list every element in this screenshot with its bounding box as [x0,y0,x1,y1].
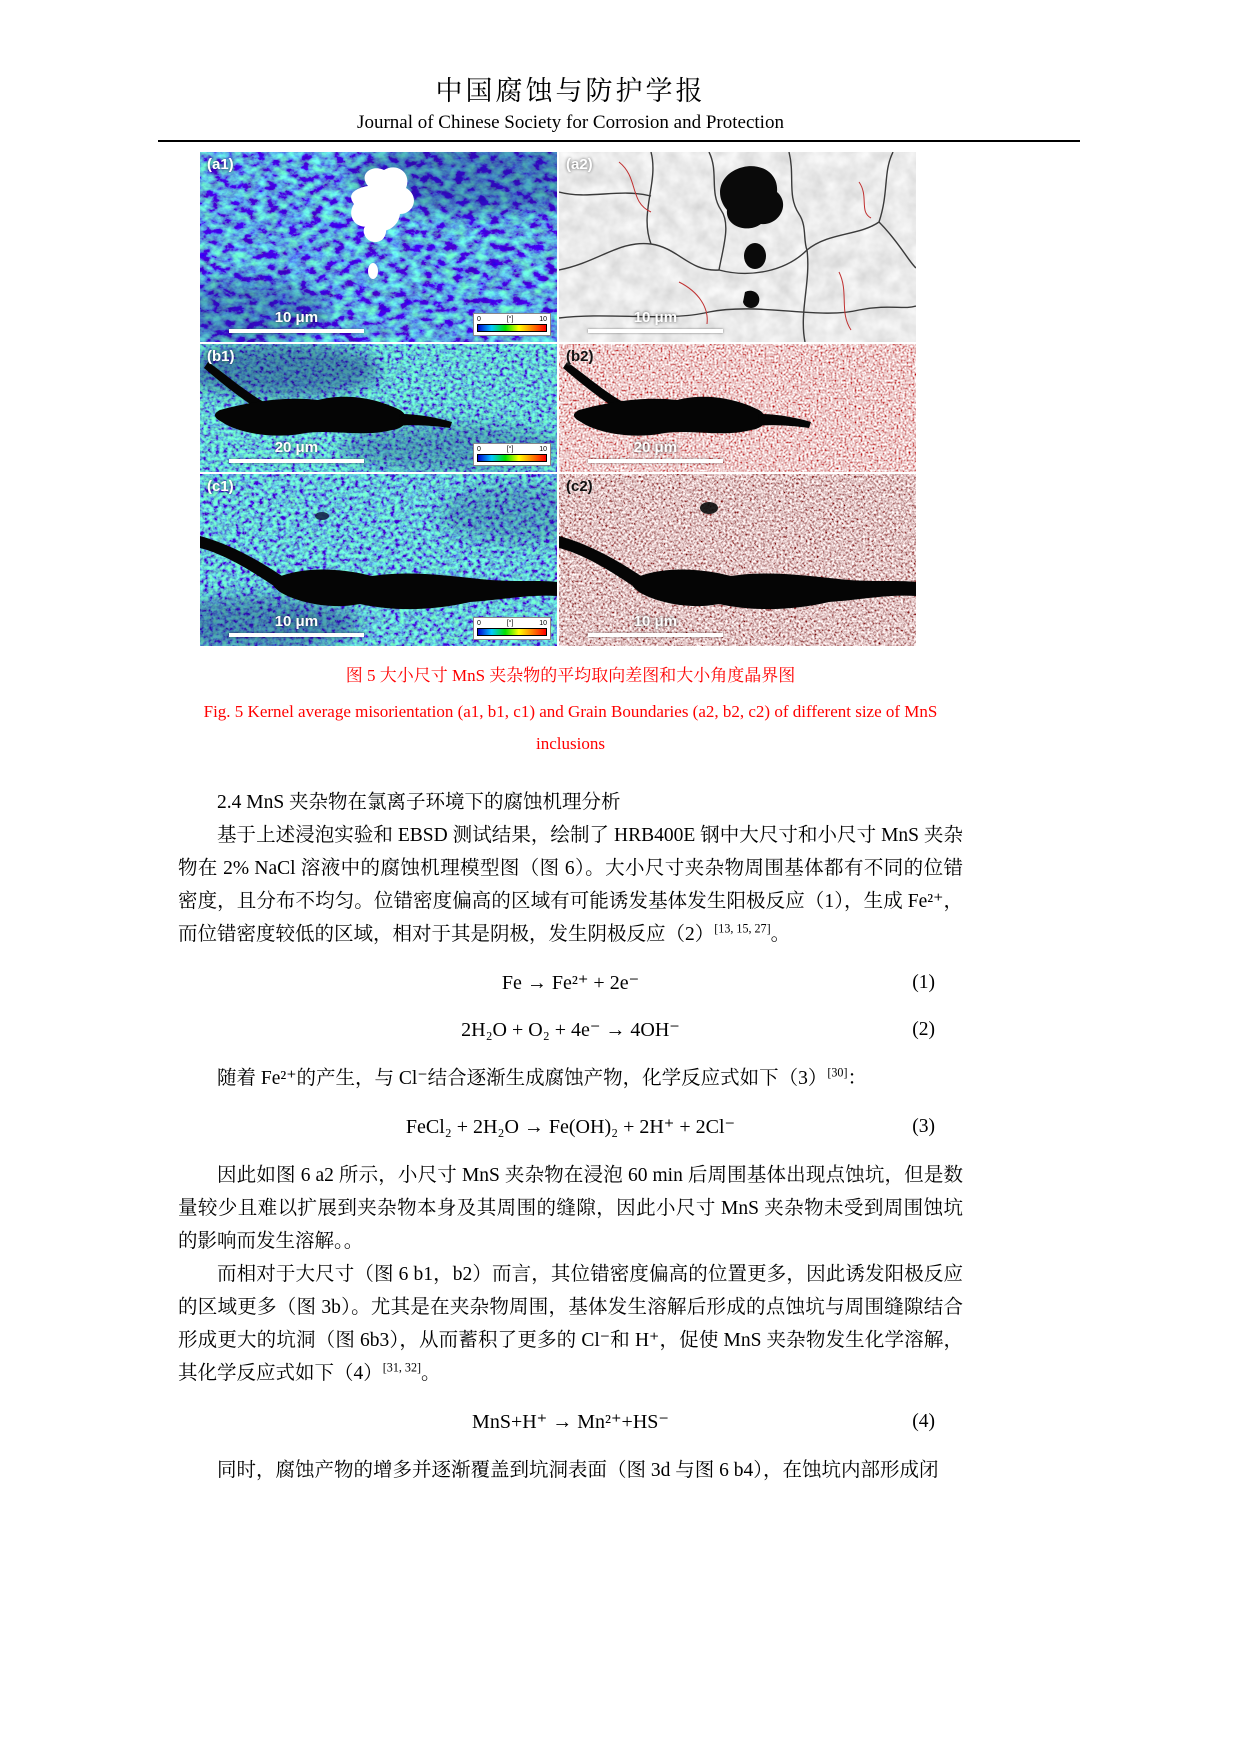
scale-bar-c2 [588,613,724,637]
scale-bar-a2 [588,309,724,333]
legend-max-b1: 10 [539,446,547,453]
panel-label-b1: (b1) [207,348,235,365]
scale-bar-label-c1: 10 μm [274,613,319,630]
equation-3 [178,1112,963,1142]
panel-label-b2: (b2) [566,348,594,365]
figure-caption-en-line1: Fig. 5 Kernel average misorientation (a1, b1, c1) and Grain Boundaries (a2, b2, c2) of different size of MnS [203,702,938,721]
scale-bar-line-c2 [588,633,724,637]
equation-2 [178,1015,963,1045]
figure-panel-c2 [559,474,916,646]
legend-min-a1: 0 [477,316,481,323]
figure-panel-c1 [200,474,557,646]
figure-panel-b2 [559,344,916,472]
section-heading-2-4: 2.4 MnS 夹杂物在氯离子环境下的腐蚀机理分析 [217,792,621,813]
figure-caption-en [178,696,963,760]
equation-2-number: (2) [912,1019,935,1040]
legend-unit-a1: [°] [506,316,514,323]
figure-panel-a2 [559,152,916,342]
equation-4-number: (4) [912,1411,935,1432]
legend-unit-b1: [°] [506,446,514,453]
kam-color-scale-legend-a1 [473,313,551,336]
paragraph-5: 同时，腐蚀产物的增多并逐渐覆盖到坑洞表面（图 3d 与图 6 b4），在蚀坑内部形成闭 [217,1460,939,1481]
scale-bar-label-c2: 10 μm [633,613,678,630]
paragraph-3: 因此如图 6 a2 所示，小尺寸 MnS 夹杂物在浸泡 60 min 后周围基体出现点蚀坑，但是数量较少且难以扩展到夹杂物本身及其周围的缝隙，因此小尺寸 MnS 夹杂物未受到周围蚀坑的影响而发生溶解。。 [178,1165,963,1252]
scale-bar-b2 [588,439,724,463]
legend-min-b1: 0 [477,446,481,453]
equation-4 [178,1407,963,1437]
equation-1 [178,968,963,998]
legend-min-c1: 0 [477,620,481,627]
journal-title-zh: 中国腐蚀与防护学报 [435,76,706,106]
figure-panel-b1 [200,344,557,472]
equation-1-expression: Fe → Fe²⁺ + 2e⁻ [501,972,640,994]
legend-max-a1: 10 [539,316,547,323]
journal-title-en: Journal of Chinese Society for Corrosion and Protection [357,112,784,133]
equation-3-number: (3) [912,1116,935,1137]
legend-unit-c1: [°] [506,620,514,627]
legend-gradient-bar-a1 [477,324,547,332]
panel-label-a1: (a1) [207,156,234,173]
scale-bar-label-a2: 10 μm [633,309,678,326]
figure-caption-en-line2: inclusions [536,734,605,753]
figure-caption-zh: 图 5 大小尺寸 MnS 夹杂物的平均取向差图和大小角度晶界图 [345,666,796,685]
scale-bar-line-b1 [229,459,365,463]
paragraph-4: 而相对于大尺寸（图 6 b1，b2）而言，其位错密度偏高的位置更多，因此诱发阳极反应的区域更多（图 3b）。尤其是在夹杂物周围，基体发生溶解后形成的点蚀坑与周围缝隙结合形成更大的坑洞（图 6b3），从而蓄积了更多的 Cl⁻和 H⁺，促使 MnS 夹杂物发生化学溶解，其化学反应式如下（4）[31, 32]。 [178,1264,963,1384]
scale-bar-c1 [229,613,365,637]
kam-color-scale-legend-b1 [473,443,551,466]
equation-1-number: (1) [912,972,935,993]
kam-color-scale-legend-c1 [473,617,551,640]
equation-4-expression: MnS+H⁺ → Mn²⁺+HS⁻ [472,1411,669,1433]
scale-bar-label-a1: 10 μm [274,309,319,326]
equation-3-expression: FeCl₂ + 2H₂O → Fe(OH)₂ + 2H⁺ + 2Cl⁻ [405,1116,736,1138]
scale-bar-a1 [229,309,365,333]
scale-bar-b1 [229,439,365,463]
figure-panel-a1 [200,152,557,342]
scale-bar-line-a1 [229,329,365,333]
scale-bar-line-b2 [588,459,724,463]
legend-max-c1: 10 [539,620,547,627]
scale-bar-line-c1 [229,633,365,637]
panel-label-c1: (c1) [207,478,234,495]
legend-gradient-bar-c1 [477,628,547,636]
scale-bar-label-b2: 20 μm [633,439,678,456]
scale-bar-line-a2 [588,329,724,333]
content-column [178,0,963,1487]
figure-5-panels [200,152,916,646]
paragraph-1: 基于上述浸泡实验和 EBSD 测试结果，绘制了 HRB400E 钢中大尺寸和小尺寸 MnS 夹杂物在 2% NaCl 溶液中的腐蚀机理模型图（图 6）。大小尺寸夹杂物周围基体都有不同的位错密度，且分布不均匀。位错密度偏高的区域有可能诱发基体发生阳极反应（1），生成 Fe²⁺，而位错密度较低的区域，相对于其是阴极，发生阴极反应（2）[13, 15, 27]。 [178,825,963,945]
scale-bar-label-b1: 20 μm [274,439,319,456]
panel-label-a2: (a2) [566,156,593,173]
legend-gradient-bar-b1 [477,454,547,462]
panel-label-c2: (c2) [566,478,593,495]
paragraph-2: 随着 Fe²⁺的产生，与 Cl⁻结合逐渐生成腐蚀产物，化学反应式如下（3）[30]： [217,1065,867,1089]
equation-2-expression: 2H₂O + O₂ + 4e⁻ → 4OH⁻ [461,1019,680,1041]
